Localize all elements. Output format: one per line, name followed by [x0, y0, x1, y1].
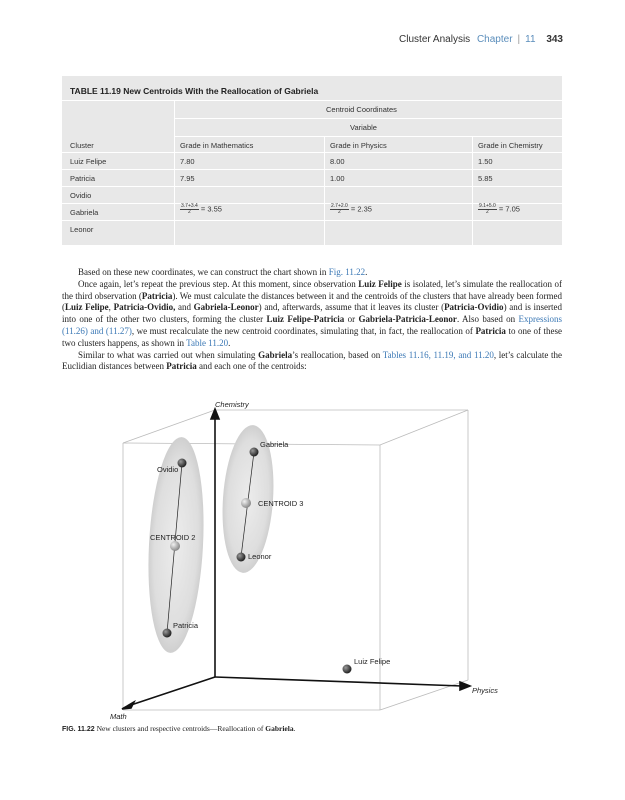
- header-separator: |: [517, 34, 521, 45]
- group-header: Centroid Coordinates: [326, 105, 397, 114]
- row-physics: 1.00: [330, 174, 345, 183]
- expressions-link[interactable]: Expressions (11.26) and (11.27): [62, 314, 562, 336]
- point-label-leonor: Leonor: [248, 552, 272, 561]
- paragraph: Based on these new coordinates, we can construct the chart shown in Fig. 11.22.: [78, 267, 368, 277]
- header-chapter-label: Chapter: [476, 34, 513, 45]
- point-label-patricia: Patricia: [173, 621, 199, 630]
- figure-link[interactable]: Fig. 11.22: [328, 267, 366, 277]
- header-section: Cluster Analysis: [399, 34, 471, 45]
- gabriela-physics-formula: $\frac{2.7+2.0}{2}$ = 2.35: [331, 203, 372, 215]
- row-math: 7.80: [180, 157, 195, 166]
- row-chemistry: 1.50: [478, 157, 493, 166]
- point-label-gabriela: Gabriela: [260, 440, 289, 449]
- table-link[interactable]: Table 11.20: [186, 337, 229, 348]
- row-math: 7.95: [180, 174, 195, 183]
- point-ovidio: [178, 459, 187, 468]
- figure-caption-label: FIG. 11.22: [62, 726, 95, 733]
- gabriela-math-formula: $\frac{3.7+3.4}{2}$ = 3.55: [181, 203, 222, 215]
- axis-label-math: Math: [110, 712, 127, 721]
- point-centroid-2: [170, 541, 180, 551]
- table-caption: New Centroids With the Reallocation of Gabriela: [123, 86, 319, 96]
- figure-caption: FIG. 11.22 New clusters and respective centroids—Reallocation of Gabriela.: [62, 724, 296, 733]
- header-chapter-number: 11: [525, 34, 536, 45]
- running-header: [399, 34, 563, 45]
- axis-label-physics: Physics: [472, 686, 498, 695]
- table-label: TABLE 11.19: [70, 86, 121, 96]
- point-centroid-3: [241, 498, 251, 508]
- col-header-cluster: Cluster: [70, 141, 94, 150]
- point-gabriela: [250, 448, 259, 457]
- body-text: [62, 267, 562, 373]
- table-11-19: [62, 76, 562, 245]
- point-label-centroid-2: CENTROID 2: [150, 533, 196, 542]
- row-cluster: Ovidio: [70, 191, 92, 200]
- row-cluster: Patricia: [70, 174, 96, 183]
- variable-header: Variable: [350, 123, 377, 132]
- point-label-ovidio: Ovidio: [157, 465, 179, 474]
- row-cluster: Luiz Felipe: [70, 157, 107, 166]
- point-leonor: [237, 553, 246, 562]
- row-physics: 8.00: [330, 157, 345, 166]
- col-header-math: Grade in Mathematics: [180, 141, 254, 150]
- row-chemistry: 5.85: [478, 174, 493, 183]
- row-cluster: Leonor: [70, 225, 94, 234]
- axis-label-chemistry: Chemistry: [215, 400, 249, 409]
- figure-11-22: [0, 395, 625, 725]
- col-header-physics: Grade in Physics: [330, 141, 387, 150]
- paragraph: Once again, let’s repeat the previous step. At this moment, since observation Luiz Felipe is isolated, let’s simulate the reallocation of the third observation (Patricia). We must calculate the distances between it and the centroids of the clusters that have already been formed (Luiz Felipe, Patricia-Ovidio, and Gabriela-Leonor) and, afterwards, assume that it leaves its cluster (Patricia-Ovidio) and is inserted into one of the other two clusters, forming the cluster Luiz Felipe-Patricia or Gabriela-Patricia-Leonor. Also based on Expressions (11.26) and (11.27), we must recalculate the new centroid coordinates, simulating that, in fact, the reallocation of Patricia to one of these two clusters happens, as shown in Table 11.20.: [62, 278, 563, 348]
- tables-link[interactable]: Tables 11.16, 11.19, and 11.20: [382, 349, 494, 360]
- paragraph: Similar to what was carried out when simulating Gabriela’s reallocation, based on Tables 11.16, 11.19, and 11.20, let’s calculate the Euclidian distances between Patricia and each one of the centroids:: [62, 349, 563, 372]
- point-label-luiz-felipe: Luiz Felipe: [354, 657, 391, 666]
- gabriela-chemistry-formula: $\frac{9.1+5.0}{2}$ = 7.05: [479, 203, 520, 215]
- page-number: 343: [546, 34, 563, 45]
- col-header-chemistry: Grade in Chemistry: [478, 141, 543, 150]
- table-title: [70, 86, 318, 96]
- point-label-centroid-3: CENTROID 3: [258, 499, 304, 508]
- row-cluster: Gabriela: [70, 208, 99, 217]
- point-luiz-felipe: [343, 665, 352, 674]
- point-patricia: [163, 629, 172, 638]
